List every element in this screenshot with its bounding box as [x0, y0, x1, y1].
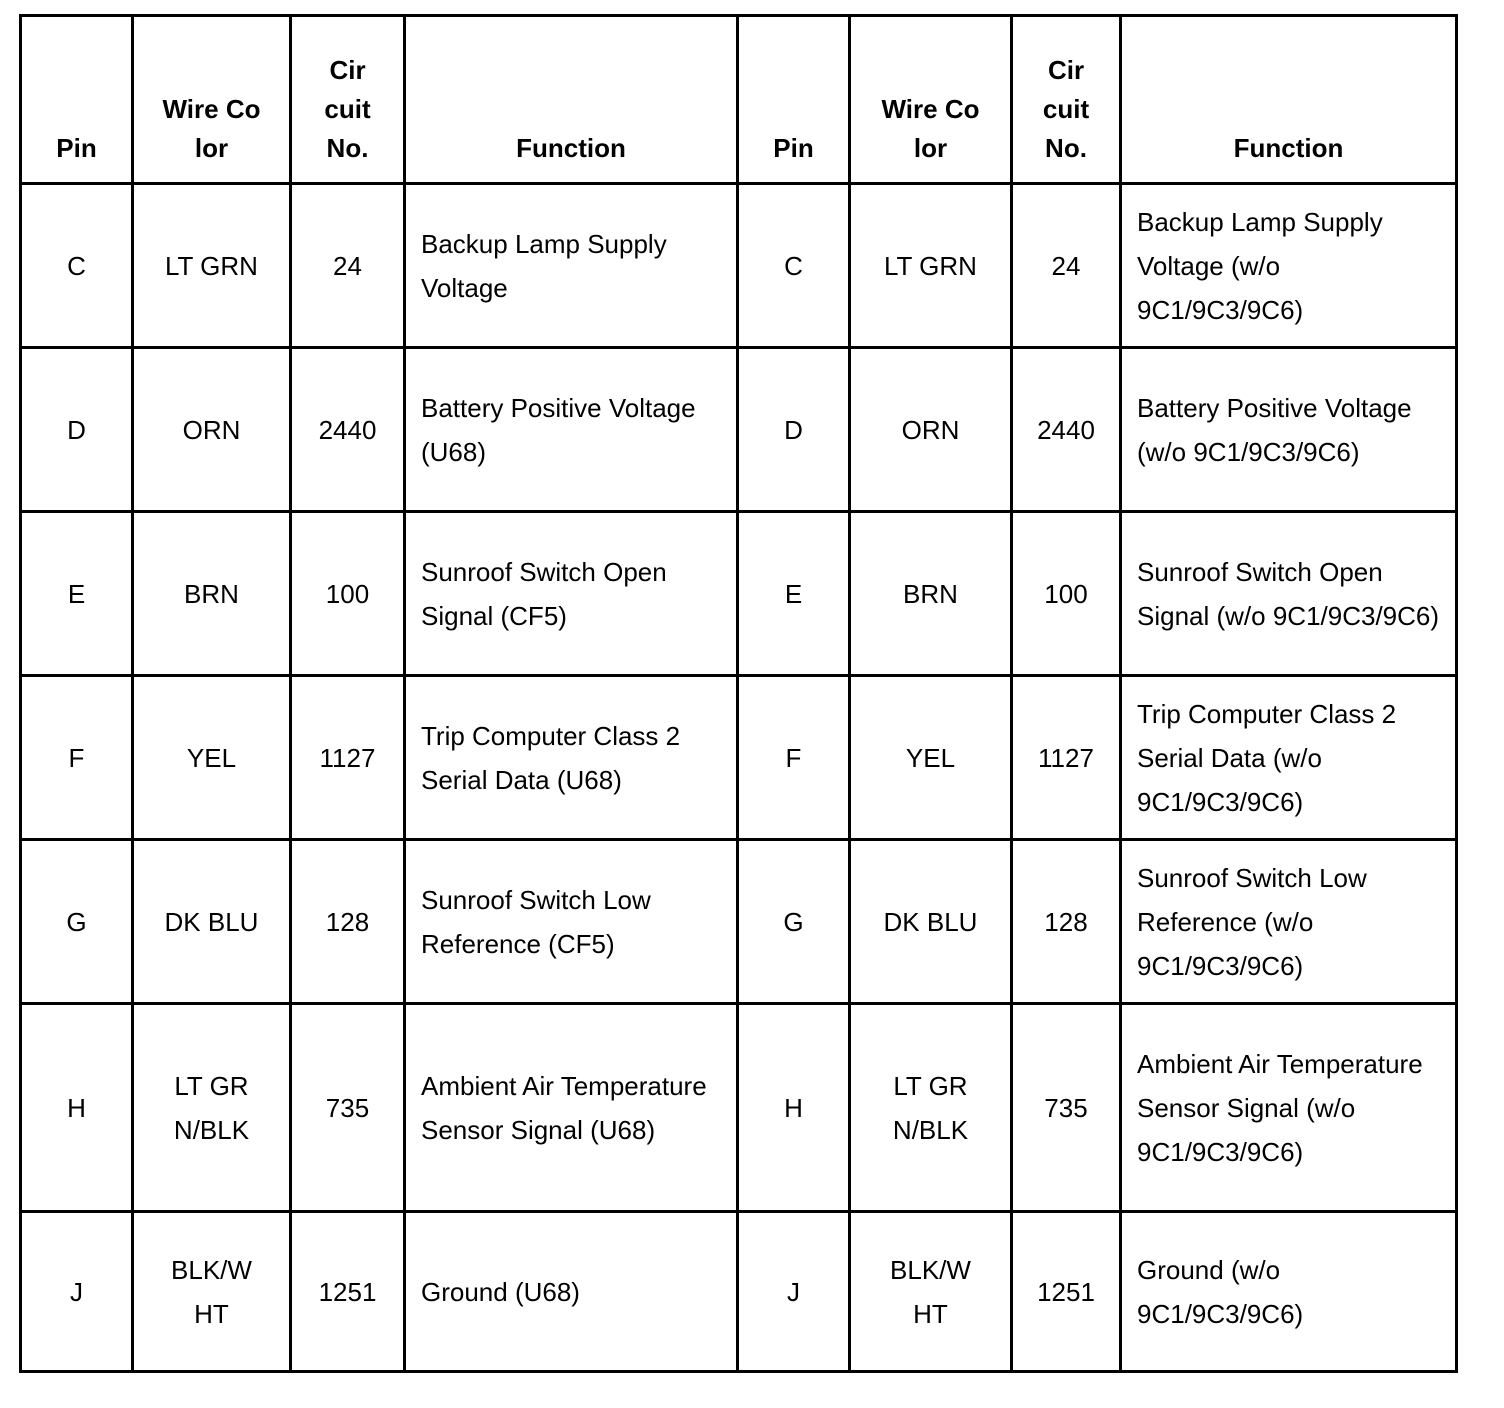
wire-color-cell: BLK/WHT	[133, 1212, 291, 1372]
function-cell: Ambient Air Temperature Sensor Signal (U68)	[405, 1004, 738, 1212]
pin-cell: H	[21, 1004, 133, 1212]
circuit-cell: 1251	[1012, 1212, 1121, 1372]
function-cell: Ground (w/o 9C1/9C3/9C6)	[1121, 1212, 1457, 1372]
header-function: Function	[405, 16, 738, 184]
function-cell: Sunroof Switch Low Reference (w/o 9C1/9C3/9C6)	[1121, 840, 1457, 1004]
function-cell: Battery Positive Voltage (U68)	[405, 348, 738, 512]
header-wire-color: Wire Color	[133, 16, 291, 184]
pin-cell: J	[21, 1212, 133, 1372]
pin-cell: G	[738, 840, 850, 1004]
circuit-cell: 1127	[291, 676, 405, 840]
wire-color-cell: BRN	[850, 512, 1012, 676]
pin-cell: C	[738, 184, 850, 348]
header-function: Function	[1121, 16, 1457, 184]
table-row	[21, 676, 1457, 840]
function-cell: Sunroof Switch Low Reference (CF5)	[405, 840, 738, 1004]
header-pin: Pin	[738, 16, 850, 184]
wire-color-cell: DK BLU	[850, 840, 1012, 1004]
pin-cell: H	[738, 1004, 850, 1212]
table-row	[21, 840, 1457, 1004]
circuit-cell: 100	[1012, 512, 1121, 676]
wire-color-cell: LT GRN/BLK	[133, 1004, 291, 1212]
circuit-cell: 735	[1012, 1004, 1121, 1212]
circuit-cell: 2440	[291, 348, 405, 512]
pin-cell: C	[21, 184, 133, 348]
header-wire-color: Wire Color	[850, 16, 1012, 184]
circuit-cell: 24	[291, 184, 405, 348]
table-row	[21, 1212, 1457, 1372]
table-row	[21, 1004, 1457, 1212]
table-row	[21, 512, 1457, 676]
function-cell: Sunroof Switch Open Signal (w/o 9C1/9C3/9C6)	[1121, 512, 1457, 676]
header-circuit-no: Cir cuit No.	[291, 16, 405, 184]
wire-color-cell: LT GRN	[133, 184, 291, 348]
wire-color-cell: LT GRN	[850, 184, 1012, 348]
pin-cell: J	[738, 1212, 850, 1372]
circuit-cell: 1127	[1012, 676, 1121, 840]
function-cell: Ground (U68)	[405, 1212, 738, 1372]
function-cell: Battery Positive Voltage (w/o 9C1/9C3/9C6)	[1121, 348, 1457, 512]
pin-cell: E	[738, 512, 850, 676]
pin-cell: D	[738, 348, 850, 512]
function-cell: Trip Computer Class 2 Serial Data (w/o 9C1/9C3/9C6)	[1121, 676, 1457, 840]
function-cell: Trip Computer Class 2 Serial Data (U68)	[405, 676, 738, 840]
function-cell: Sunroof Switch Open Signal (CF5)	[405, 512, 738, 676]
circuit-cell: 1251	[291, 1212, 405, 1372]
wire-color-cell: DK BLU	[133, 840, 291, 1004]
header-row	[21, 16, 1457, 184]
circuit-cell: 24	[1012, 184, 1121, 348]
wire-color-cell: ORN	[133, 348, 291, 512]
wire-color-cell: YEL	[133, 676, 291, 840]
function-cell: Backup Lamp Supply Voltage (w/o 9C1/9C3/9C6)	[1121, 184, 1457, 348]
table-row	[21, 348, 1457, 512]
circuit-cell: 735	[291, 1004, 405, 1212]
pin-cell: F	[21, 676, 133, 840]
wire-color-cell: BLK/WHT	[850, 1212, 1012, 1372]
pin-cell: F	[738, 676, 850, 840]
circuit-cell: 100	[291, 512, 405, 676]
pin-cell: D	[21, 348, 133, 512]
header-pin: Pin	[21, 16, 133, 184]
wire-color-cell: LT GRN/BLK	[850, 1004, 1012, 1212]
function-cell: Ambient Air Temperature Sensor Signal (w/o 9C1/9C3/9C6)	[1121, 1004, 1457, 1212]
header-circuit-no: Cir cuit No.	[1012, 16, 1121, 184]
wire-color-cell: YEL	[850, 676, 1012, 840]
circuit-cell: 2440	[1012, 348, 1121, 512]
pin-cell: E	[21, 512, 133, 676]
connector-pinout-table	[19, 14, 1458, 1373]
wire-color-cell: ORN	[850, 348, 1012, 512]
table-row	[21, 184, 1457, 348]
function-cell: Backup Lamp Supply Voltage	[405, 184, 738, 348]
circuit-cell: 128	[291, 840, 405, 1004]
pin-cell: G	[21, 840, 133, 1004]
circuit-cell: 128	[1012, 840, 1121, 1004]
wire-color-cell: BRN	[133, 512, 291, 676]
